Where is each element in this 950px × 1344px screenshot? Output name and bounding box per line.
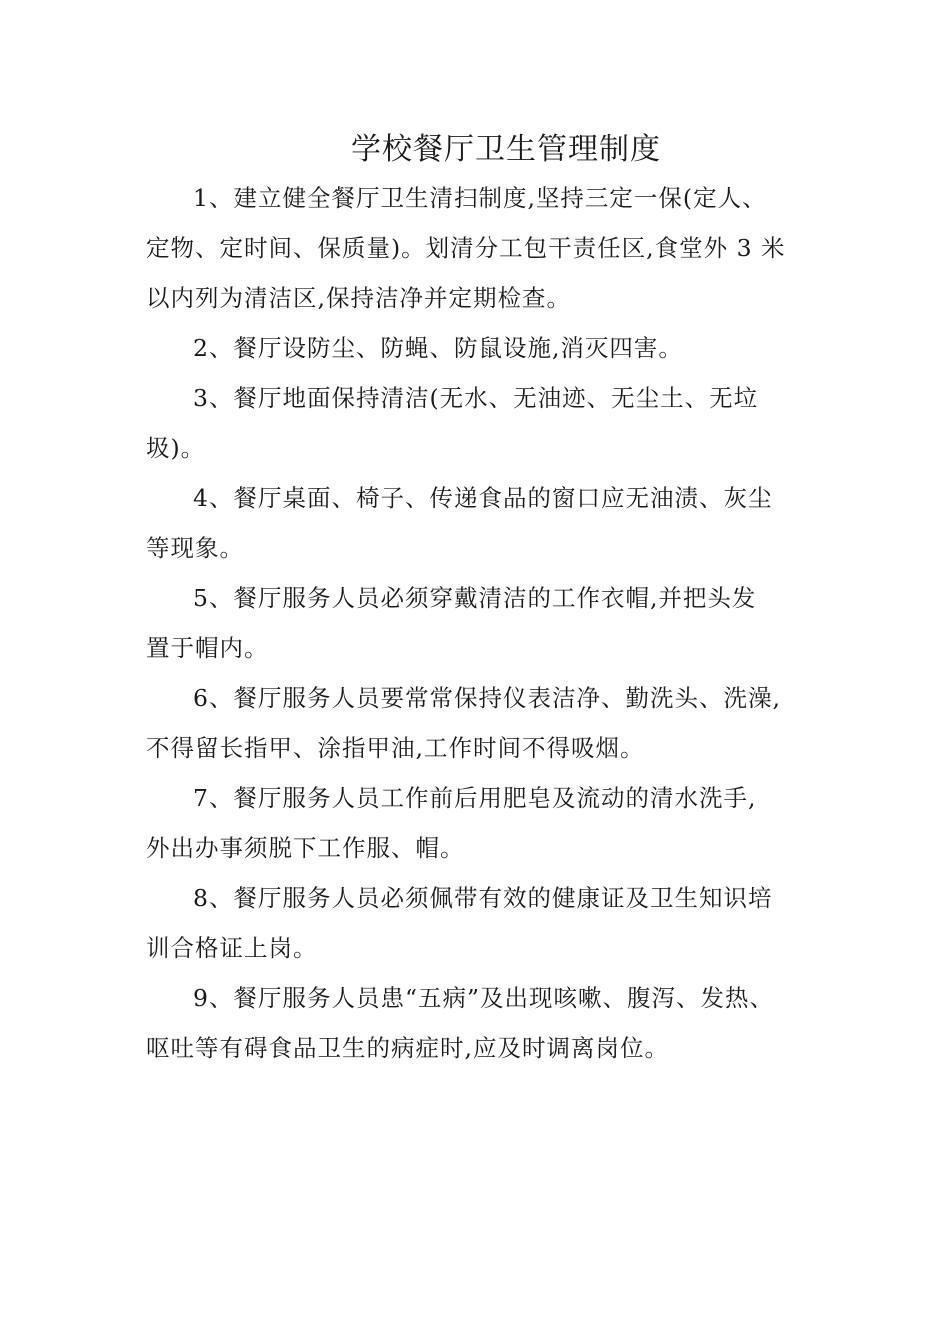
paragraph-3 [146,373,826,473]
paragraph-line: 3、餐厅地面保持清洁(无水、无油迹、无尘土、无垃 [193,384,759,412]
paragraph-line: 4、餐厅桌面、椅子、传递食品的窗口应无油渍、灰尘 [193,484,773,512]
paragraph-5 [146,573,826,673]
paragraph-line: 置于帽内。 [146,634,269,662]
paragraph-line: 等现象。 [146,534,244,562]
paragraph-line: 1、建立健全餐厅卫生清扫制度,坚持三定一保(定人、 [193,184,767,212]
paragraph-line: 6、餐厅服务人员要常常保持仪表洁净、勤洗头、洗澡, [193,684,781,712]
paragraph-6 [146,673,826,773]
paragraph-line: 7、餐厅服务人员工作前后用肥皂及流动的清水洗手, [193,784,757,812]
paragraph-4 [146,473,826,573]
paragraph-7 [146,773,826,873]
paragraph-line: 9、餐厅服务人员患“五病”及出现咳嗽、腹泻、发热、 [193,984,774,1012]
paragraph-line: 定物、定时间、保质量)。划清分工包干责任区,食堂外 3 米 [146,234,786,262]
document-title: 学校餐厅卫生管理制度 [351,132,661,167]
paragraph-line: 训合格证上岗。 [146,934,318,962]
paragraph-line: 2、餐厅设防尘、防蝇、防鼠设施,消灭四害。 [193,334,683,362]
paragraph-line: 8、餐厅服务人员必须佩带有效的健康证及卫生知识培 [193,884,773,912]
paragraph-line: 以内列为清洁区,保持洁净并定期检查。 [146,284,571,312]
paragraph-1 [146,173,826,323]
paragraph-line: 不得留长指甲、涂指甲油,工作时间不得吸烟。 [146,734,645,762]
paragraph-9 [146,973,826,1073]
paragraph-line: 5、餐厅服务人员必须穿戴清洁的工作衣帽,并把头发 [193,584,757,612]
paragraph-line: 外出办事须脱下工作服、帽。 [146,834,465,862]
paragraph-line: 呕吐等有碍食品卫生的病症时,应及时调离岗位。 [146,1034,669,1062]
paragraph-8 [146,873,826,973]
paragraph-line: 圾)。 [146,434,206,462]
paragraph-2 [146,323,826,373]
